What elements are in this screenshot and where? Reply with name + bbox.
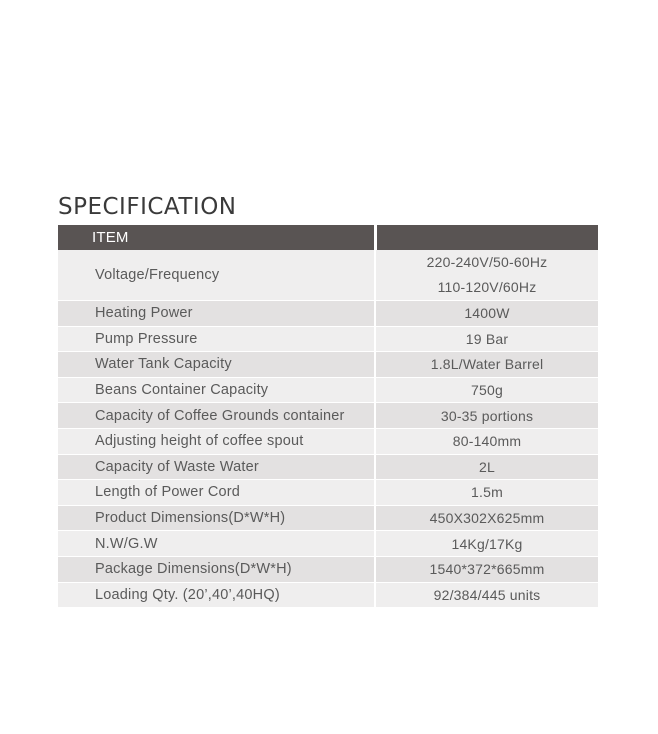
row-value: 750g	[374, 378, 598, 403]
row-label: Beans Container Capacity	[58, 378, 374, 403]
row-value: 1540*372*665mm	[374, 557, 598, 582]
table-row	[58, 480, 598, 506]
row-label: N.W/G.W	[58, 531, 374, 556]
header-item-cell: ITEM	[58, 225, 374, 250]
row-value-line: 220-240V/50-60Hz	[426, 254, 548, 270]
table-row	[58, 250, 598, 301]
table-row	[58, 327, 598, 353]
header-value-cell	[374, 225, 598, 250]
row-value: 1.8L/Water Barrel	[374, 352, 598, 377]
row-value: 80-140mm	[374, 429, 598, 454]
row-label: Pump Pressure	[58, 327, 374, 352]
row-value: 1400W	[374, 301, 598, 326]
table-row	[58, 455, 598, 481]
row-label: Length of Power Cord	[58, 480, 374, 505]
spec-title: SPECIFICATION	[58, 194, 237, 220]
table-row	[58, 583, 598, 609]
row-value: 1.5m	[374, 480, 598, 505]
row-value: 14Kg/17Kg	[374, 531, 598, 556]
row-label: Loading Qty. (20’,40’,40HQ)	[58, 583, 374, 608]
row-label: Voltage/Frequency	[58, 250, 374, 300]
row-value: 30-35 portions	[374, 403, 598, 428]
spec-table	[58, 225, 598, 608]
table-row	[58, 301, 598, 327]
table-header-row	[58, 225, 598, 250]
table-row	[58, 403, 598, 429]
row-value: 19 Bar	[374, 327, 598, 352]
row-label: Product Dimensions(D*W*H)	[58, 506, 374, 531]
row-label: Adjusting height of coffee spout	[58, 429, 374, 454]
table-row	[58, 429, 598, 455]
table-row	[58, 557, 598, 583]
row-value	[374, 250, 598, 300]
row-label: Capacity of Waste Water	[58, 455, 374, 480]
row-label: Heating Power	[58, 301, 374, 326]
table-row	[58, 506, 598, 532]
row-label: Package Dimensions(D*W*H)	[58, 557, 374, 582]
table-row	[58, 352, 598, 378]
row-value: 92/384/445 units	[374, 583, 598, 608]
row-value-line: 110-120V/60Hz	[437, 279, 537, 295]
row-label: Water Tank Capacity	[58, 352, 374, 377]
table-row	[58, 378, 598, 404]
row-label: Capacity of Coffee Grounds container	[58, 403, 374, 428]
row-value: 2L	[374, 455, 598, 480]
row-value: 450X302X625mm	[374, 506, 598, 531]
table-row	[58, 531, 598, 557]
